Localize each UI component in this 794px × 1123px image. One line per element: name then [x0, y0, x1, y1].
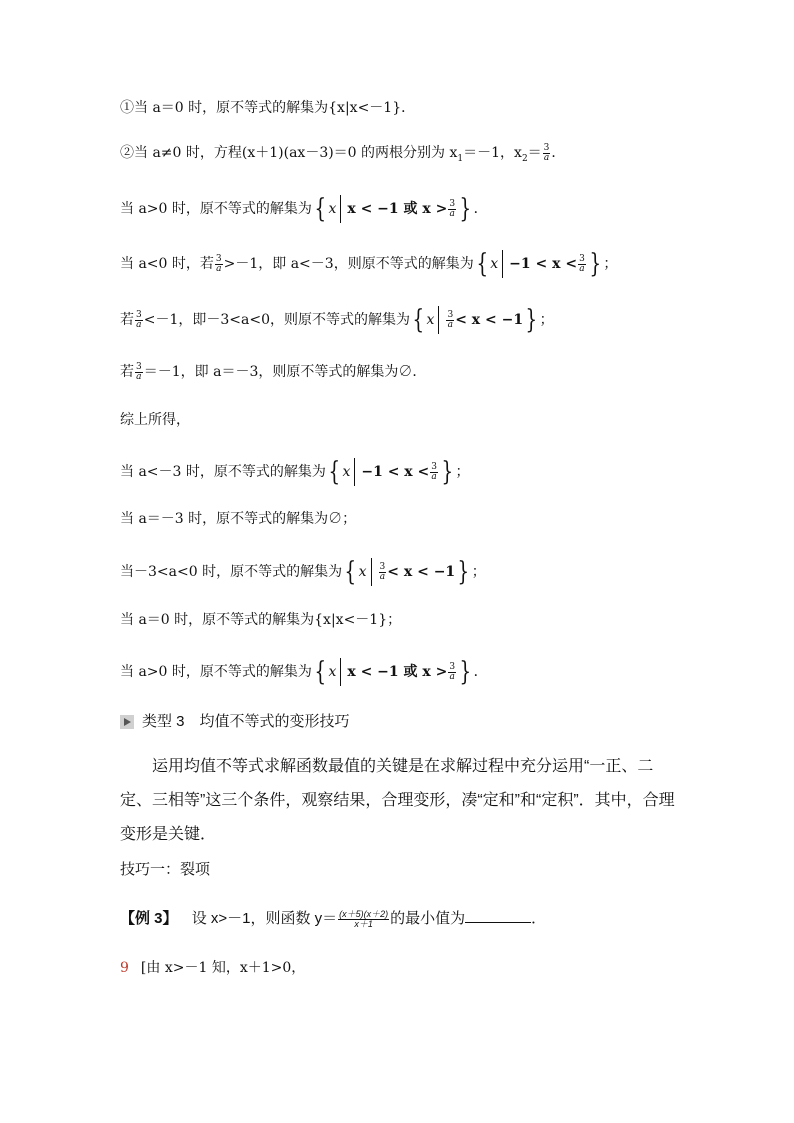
- numerator: 3: [431, 461, 437, 472]
- right-brace: }: [589, 249, 601, 279]
- text: −1 < x <: [361, 464, 430, 480]
- denominator: a: [579, 263, 585, 274]
- fraction: [338, 910, 389, 929]
- numerator: 3: [447, 309, 454, 320]
- fraction: [135, 363, 143, 382]
- fraction: [379, 563, 387, 582]
- text: 当 a>0 时，原不等式的解集为: [120, 664, 312, 680]
- text: x < −1 或 x >: [347, 664, 448, 680]
- section-heading: [120, 710, 350, 731]
- text: −1 < x <: [509, 256, 578, 272]
- intro-paragraph: 运用均值不等式求解函数最值的关键是在求解过程中充分运用“一正、二定、三相等”这三个条件，观察结果，合理变形，凑“定和”和“定积”．其中，合理变形是关键．: [120, 758, 675, 843]
- text: ②当 a≠0 时，方程(x＋1)(ax－3)＝0 的两根分别为 x: [120, 145, 458, 161]
- text: 若: [120, 364, 134, 380]
- right-brace: }: [459, 657, 472, 687]
- denominator: a: [449, 208, 455, 219]
- text: ；: [603, 256, 618, 272]
- text: ．: [473, 201, 488, 217]
- text: x: [328, 201, 337, 217]
- fraction: [448, 200, 456, 219]
- denominator: a: [136, 319, 142, 330]
- text: 当 a>0 时，原不等式的解集为: [120, 201, 312, 217]
- set-bar: [438, 306, 439, 334]
- fraction: [135, 311, 143, 330]
- set-bar: [340, 658, 341, 686]
- left-brace: {: [314, 194, 326, 224]
- text: x: [328, 664, 337, 680]
- text: 的最小值为: [390, 910, 466, 927]
- text: ；: [455, 464, 470, 480]
- fraction: [578, 255, 586, 274]
- denominator: a: [431, 471, 437, 482]
- denominator: a: [449, 671, 455, 682]
- fraction: [446, 311, 454, 330]
- numerator: 3: [136, 361, 142, 372]
- left-brace: {: [476, 249, 488, 279]
- fraction: [430, 463, 438, 482]
- text: ．: [473, 664, 488, 680]
- text: 当 a<0 时，若: [120, 256, 214, 272]
- denominator: a: [136, 371, 142, 382]
- text: 若: [120, 312, 134, 328]
- play-triangle-icon: [120, 715, 134, 729]
- numerator: 3: [136, 309, 142, 320]
- fraction: [215, 255, 223, 274]
- text: ；: [539, 312, 554, 328]
- subscript: 2: [521, 153, 528, 164]
- text: <－1，即－3<a<0，则原不等式的解集为: [143, 312, 410, 328]
- text: [由 x>－1 知，x＋1>0，: [140, 960, 306, 976]
- denominator: x＋1: [354, 918, 373, 929]
- right-brace: }: [441, 457, 454, 487]
- line-a-positive: [120, 195, 488, 223]
- fraction: [448, 663, 456, 682]
- text: < x < −1: [387, 564, 456, 580]
- text: ；: [471, 564, 486, 580]
- text: x < −1 或 x >: [347, 201, 448, 217]
- numerator: 3: [543, 142, 550, 153]
- text: x: [426, 312, 435, 328]
- text: ＝－1，x: [463, 145, 522, 161]
- text: ．: [551, 145, 566, 161]
- denominator: a: [447, 319, 453, 330]
- text: < x < −1: [455, 312, 524, 328]
- example-line: [120, 908, 546, 929]
- fraction: [543, 144, 551, 163]
- line-summary-1: [120, 458, 470, 486]
- left-brace: {: [412, 305, 425, 335]
- denominator: a: [379, 571, 386, 582]
- line-a-negative: [120, 250, 617, 278]
- tip-heading: 技巧一：裂项: [120, 861, 211, 878]
- right-brace: }: [525, 305, 538, 335]
- numerator: (x＋5)(x＋2): [339, 908, 389, 919]
- numerator: 3: [579, 253, 585, 264]
- text: ＝: [527, 145, 542, 161]
- denominator: a: [543, 152, 550, 163]
- line-frac-equal: [120, 362, 426, 382]
- text: ＝－1，即 a＝－3，则原不等式的解集为∅．: [143, 364, 427, 380]
- line-summary-5: [120, 658, 488, 686]
- set-bar: [502, 250, 503, 278]
- numerator: 3: [449, 661, 456, 672]
- denominator: a: [216, 263, 222, 274]
- text: 设 x>－1，则函数 y＝: [191, 910, 338, 927]
- numerator: 3: [379, 561, 386, 572]
- text: 当 a<－3 时，原不等式的解集为: [120, 464, 326, 480]
- set-bar: [340, 195, 341, 223]
- line-summary-2: 当 a＝－3 时，原不等式的解集为∅；: [120, 511, 357, 527]
- right-brace: }: [459, 194, 472, 224]
- right-brace: }: [457, 557, 470, 587]
- line-summary-3: [120, 558, 486, 586]
- section-title: 类型 3 均值不等式的变形技巧: [142, 713, 350, 730]
- line-case-a-zero: ①当 a＝0 时，原不等式的解集为{x|x<－1}．: [120, 100, 416, 116]
- line-summary: 综上所得，: [120, 412, 190, 428]
- numerator: 3: [449, 198, 456, 209]
- left-brace: {: [328, 457, 340, 487]
- example-label: 【例 3】: [120, 910, 178, 927]
- set-bar: [371, 558, 372, 586]
- answer-number: 9: [120, 960, 129, 976]
- answer-blank: [465, 908, 531, 923]
- line-summary-4: 当 a＝0 时，原不等式的解集为{x|x<－1}；: [120, 612, 402, 628]
- text: 当－3<a<0 时，原不等式的解集为: [120, 564, 343, 580]
- line-frac-less: [120, 306, 554, 334]
- left-brace: {: [344, 557, 357, 587]
- answer-line: [120, 958, 305, 978]
- left-brace: {: [314, 657, 326, 687]
- line-case-a-nonzero: [120, 143, 565, 169]
- text: ．: [531, 910, 547, 927]
- text: x: [490, 256, 499, 272]
- subscript: 1: [457, 153, 464, 164]
- text: >－1，即 a<－3，则原不等式的解集为: [223, 256, 474, 272]
- numerator: 3: [215, 253, 222, 264]
- text: x: [358, 564, 367, 580]
- text: x: [342, 464, 351, 480]
- set-bar: [354, 458, 355, 486]
